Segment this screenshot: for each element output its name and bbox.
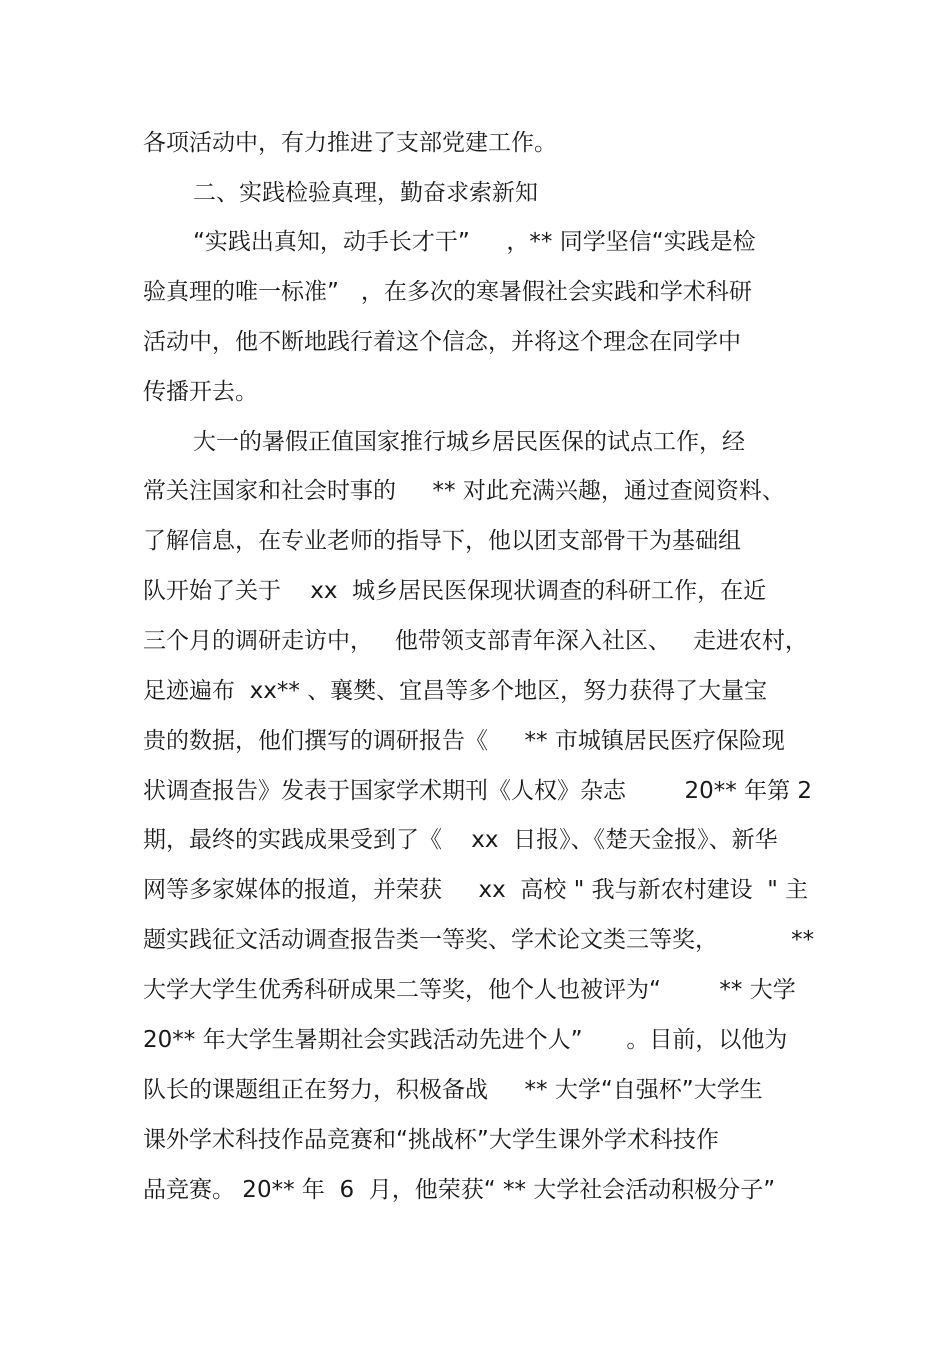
text-line-4: 验真理的唯一标准” ，在多次的寒暑假社会实践和学术科研 (143, 279, 752, 305)
text-line-15: 期，最终的实践成果受到了《 xx 日报》、《楚天金报》、新华 (143, 827, 778, 853)
text-line-7: 大一的暑假正值国家推行城乡居民医保的试点工作，经 (193, 429, 745, 455)
text-line-5: 活动中，他不断地践行着这个信念，并将这个理念在同学中 (143, 329, 741, 355)
text-line-20: 队长的课题组正在努力，积极备战 ** 大学“自强杯”大学生 (143, 1077, 763, 1103)
text-line-6: 传播开去。 (143, 379, 258, 405)
text-line-22: 品竞赛。 20** 年 6 月，他荣获“ ** 大学社会活动积极分子” (143, 1177, 776, 1203)
text-line-18: 大学大学生优秀科研成果二等奖，他个人也被评为“ ** 大学 (143, 977, 796, 1003)
text-line-16: 网等多家媒体的报道，并荣获 xx 高校 " 我与新农村建设 " 主 (143, 877, 809, 903)
text-line-14: 状调查报告》发表于国家学术期刊《人权》杂志 20** 年第 2 (143, 778, 813, 804)
text-line-1: 各项活动中，有力推进了支部党建工作。 (143, 130, 557, 156)
text-line-13: 贵的数据，他们撰写的调研报告《 ** 市城镇居民医疗保险现 (143, 728, 785, 754)
text-line-10: 队开始了关于 xx 城乡居民医保现状调查的科研工作，在近 (143, 578, 767, 604)
text-line-11: 三个月的调研走访中， 他带领支部青年深入社区、 走进农村， (143, 628, 808, 654)
text-line-12: 足迹遍布 xx** 、襄樊、宜昌等多个地区，努力获得了大量宝 (143, 678, 768, 704)
text-line-21: 课外学术科技作品竞赛和“挑战杯”大学生课外学术科技作 (143, 1127, 719, 1153)
section-heading: 二、实践检验真理，勤奋求索新知 (193, 180, 538, 206)
text-line-9: 了解信息，在专业老师的指导下，他以团支部骨干为基础组 (143, 528, 741, 554)
text-line-17: 题实践征文活动调查报告类一等奖、学术论文类三等奖， ** (143, 927, 815, 953)
text-line-3: “实践出真知，动手长才干” ，** 同学坚信“实践是检 (193, 229, 756, 255)
text-line-19: 20** 年大学生暑期社会实践活动先进个人” 。目前，以他为 (143, 1027, 788, 1053)
text-line-8: 常关注国家和社会时事的 ** 对此充满兴趣，通过查阅资料、 (143, 478, 785, 504)
